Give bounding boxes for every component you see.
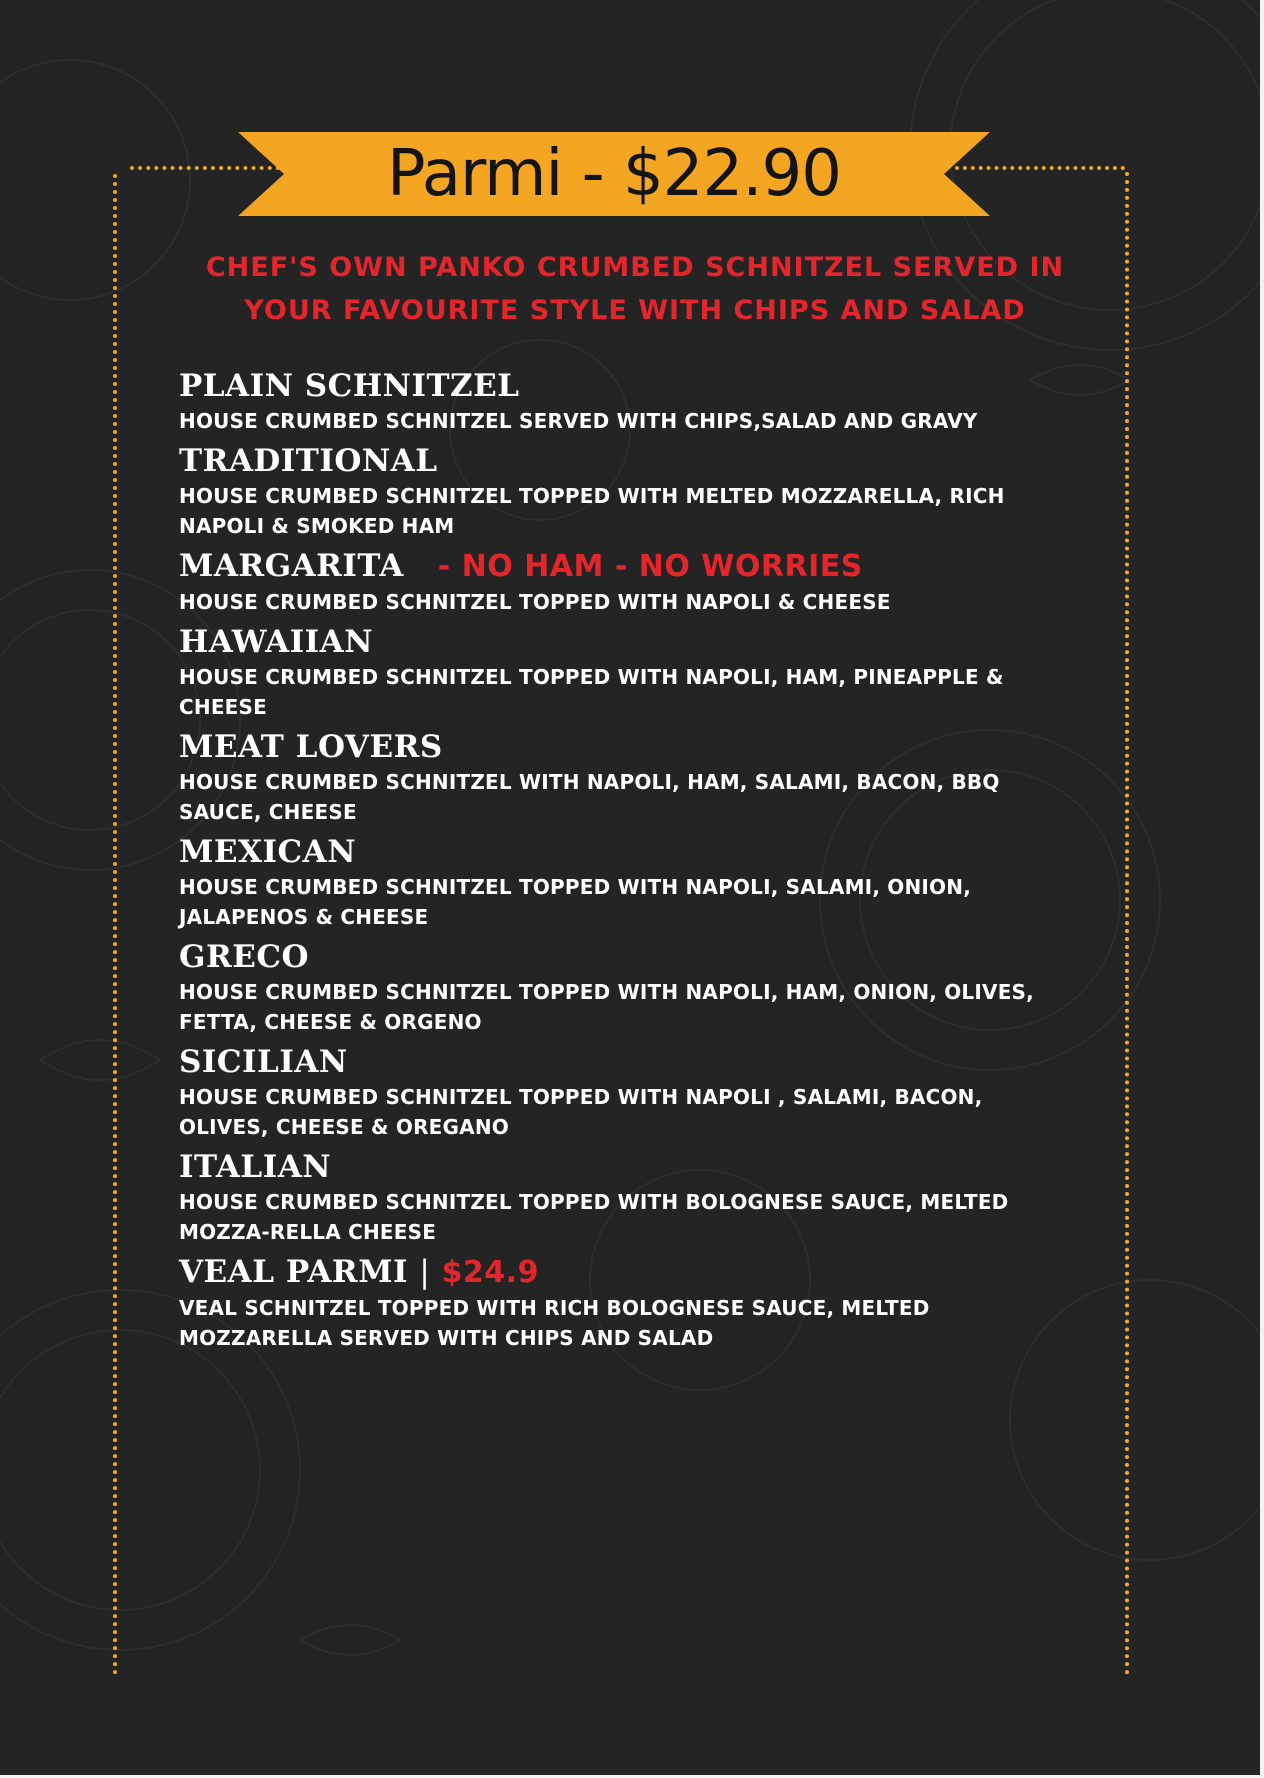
menu-item bbox=[179, 1042, 1079, 1142]
menu-item bbox=[179, 832, 1079, 932]
item-name-row bbox=[179, 546, 1079, 587]
price-separator: | bbox=[419, 1254, 431, 1290]
item-description: HOUSE CRUMBED SCHNITZEL SERVED WITH CHIPS,SALAD AND GRAVY bbox=[179, 409, 978, 433]
dotted-border bbox=[1125, 172, 1129, 1676]
item-name: VEAL PARMI bbox=[179, 1254, 409, 1290]
item-description: HOUSE CRUMBED SCHNITZEL TOPPED WITH BOLOGNESE SAUCE, MELTED MOZZA-RELLA CHEESE bbox=[179, 1190, 1009, 1244]
item-name: ITALIAN bbox=[179, 1149, 332, 1185]
menu-item bbox=[179, 1252, 1079, 1353]
item-description: HOUSE CRUMBED SCHNITZEL TOPPED WITH NAPOLI, SALAMI, ONION, JALAPENOS & CHEESE bbox=[179, 875, 972, 929]
item-name: GRECO bbox=[179, 939, 310, 975]
page-edge bbox=[1260, 0, 1264, 1778]
item-description: HOUSE CRUMBED SCHNITZEL TOPPED WITH NAPOLI , SALAMI, BACON, OLIVES, CHEESE & OREGANO bbox=[179, 1085, 983, 1139]
item-name: TRADITIONAL bbox=[179, 443, 438, 479]
tagline bbox=[160, 246, 1110, 332]
tagline-line: CHEF'S OWN PANKO CRUMBED SCHNITZEL SERVED IN bbox=[205, 252, 1065, 283]
menu-list bbox=[179, 366, 1079, 1358]
dotted-border bbox=[113, 174, 117, 1676]
menu-item bbox=[179, 546, 1079, 617]
item-name: MEAT LOVERS bbox=[179, 729, 443, 765]
item-description: VEAL SCHNITZEL TOPPED WITH RICH BOLOGNESE SAUCE, MELTED MOZZARELLA SERVED WITH CHIPS AND SALAD bbox=[179, 1296, 930, 1350]
item-price: $24.9 bbox=[441, 1255, 539, 1290]
menu-item bbox=[179, 937, 1079, 1037]
tagline-line: YOUR FAVOURITE STYLE WITH CHIPS AND SALAD bbox=[244, 295, 1026, 326]
item-description: HOUSE CRUMBED SCHNITZEL WITH NAPOLI, HAM, SALAMI, BACON, BBQ SAUCE, CHEESE bbox=[179, 770, 1000, 824]
item-description: HOUSE CRUMBED SCHNITZEL TOPPED WITH NAPOLI, HAM, ONION, OLIVES, FETTA, CHEESE & ORGENO bbox=[179, 980, 1034, 1034]
title-ribbon bbox=[238, 132, 990, 216]
item-name: MARGARITA bbox=[179, 548, 404, 584]
item-description: HOUSE CRUMBED SCHNITZEL TOPPED WITH NAPOLI & CHEESE bbox=[179, 590, 891, 614]
item-description: HOUSE CRUMBED SCHNITZEL TOPPED WITH NAPOLI, HAM, PINEAPPLE & CHEESE bbox=[179, 665, 1004, 719]
item-name: SICILIAN bbox=[179, 1044, 348, 1080]
menu-item bbox=[179, 622, 1079, 722]
page-title: Parmi - $22.90 bbox=[387, 137, 841, 211]
menu-item bbox=[179, 441, 1079, 541]
menu-item bbox=[179, 1147, 1079, 1247]
item-name-row bbox=[179, 1252, 1079, 1293]
item-description: HOUSE CRUMBED SCHNITZEL TOPPED WITH MELTED MOZZARELLA, RICH NAPOLI & SMOKED HAM bbox=[179, 484, 1005, 538]
item-name: HAWAIIAN bbox=[179, 624, 374, 660]
menu-item bbox=[179, 366, 1079, 436]
item-name: MEXICAN bbox=[179, 834, 357, 870]
menu-item bbox=[179, 727, 1079, 827]
item-note: - NO HAM - NO WORRIES bbox=[437, 549, 863, 584]
item-name: PLAIN SCHNITZEL bbox=[179, 368, 520, 404]
